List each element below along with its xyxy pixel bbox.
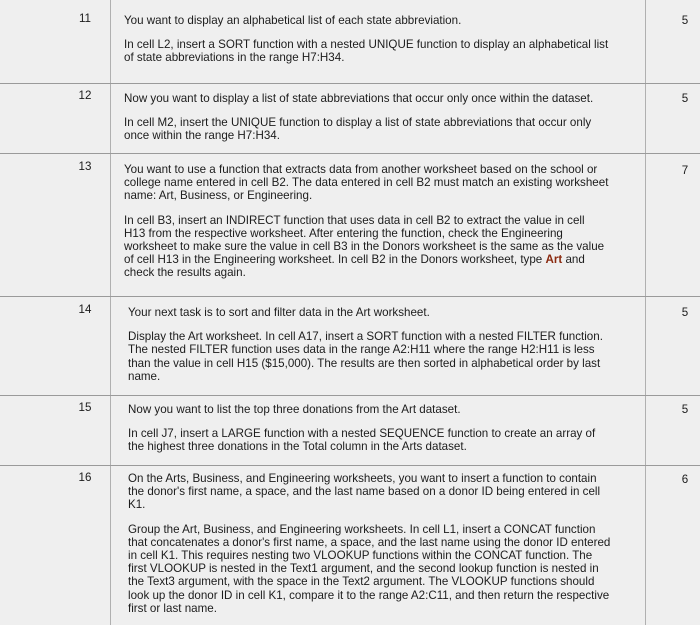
step-intro: Your next task is to sort and filter data in the Art worksheet. — [128, 306, 430, 319]
typed-value: Art — [545, 253, 563, 267]
table-row — [0, 154, 700, 297]
table-row — [0, 0, 700, 84]
step-instruction: Group the Art, Business, and Engineering worksheets. In cell L1, insert a CONCAT function that concatenates a donor's first name, a space, and the last name using the donor ID entered in cell K1. This requires nesting two VLOOKUP functions within the CONCAT function. The first VLOOKUP is nested in the Text1 argument, and the second lookup function is nested in the Text3 argument, with the space in the Text2 argument. The VLOOKUP functions should look up the donor ID in cell K1, compare it to the range A2:C11, and then return the respective first or last name. — [128, 522, 611, 615]
step-description — [124, 163, 644, 280]
step-number: 11 — [78, 12, 92, 25]
table-row — [0, 84, 700, 154]
table-row — [0, 396, 700, 466]
step-instruction: In cell J7, insert a LARGE function with a nested SEQUENCE function to create an array of the highest three donations in the Total column in the Arts dataset. — [128, 427, 596, 454]
step-intro: On the Arts, Business, and Engineering worksheets, you want to insert a function to contain the donor's first name, a space, and the last name based on a donor ID being entered in cell K1. — [128, 472, 601, 512]
step-instruction-text: In cell B3, insert an INDIRECT function that uses data in cell B2 to extract the value in cell H13 from the respective worksheet. After entering the function, check the Engineering worksheet to make sure the value in cell B3 in the Donors worksheet is the same as the value of cell H13 in the Engineering worksheet. In cell B2 in the Donors worksheet, type — [124, 213, 605, 267]
step-instruction: Display the Art worksheet. In cell A17, insert a SORT function with a nested FILTER function. The nested FILTER function uses data in the range A2:H11 where the range H2:H11 is less than the value in cell H15 ($15,000). The results are then sorted in alphabetical order by last name. — [128, 330, 603, 383]
step-description — [124, 14, 644, 65]
step-points: 5 — [681, 306, 689, 319]
step-intro: You want to display an alphabetical list of each state abbreviation. — [124, 14, 462, 27]
step-instruction — [124, 214, 644, 280]
step-points: 7 — [681, 164, 689, 177]
step-description — [124, 92, 644, 143]
step-number: 12 — [78, 89, 92, 102]
step-instruction-text: and check the results again. — [124, 253, 585, 280]
step-points: 5 — [681, 14, 689, 27]
step-points: 5 — [681, 403, 689, 416]
step-number: 14 — [78, 303, 92, 316]
step-number: 13 — [78, 160, 92, 173]
table-row — [0, 297, 700, 396]
step-instruction: In cell L2, insert a SORT function with a nested UNIQUE function to display an alphabetical list of state abbreviations in the range H7:H34. — [124, 38, 609, 65]
step-intro: Now you want to list the top three donations from the Art dataset. — [128, 403, 461, 416]
step-description — [128, 403, 648, 454]
step-instruction: In cell M2, insert the UNIQUE function to display a list of state abbreviations that occur only once within the range H7:H34. — [124, 116, 592, 143]
step-intro: Now you want to display a list of state abbreviations that occur only once within the dataset. — [124, 92, 594, 105]
step-points: 5 — [681, 92, 689, 105]
step-description — [128, 306, 648, 383]
table-row — [0, 466, 700, 625]
step-description — [128, 472, 648, 615]
step-number: 16 — [78, 471, 92, 484]
step-intro: You want to use a function that extracts data from another worksheet based on the school or college name entered in cell B2. The data entered in cell B2 must match an existing worksheet name: Art, Business, or Engineering. — [124, 163, 609, 203]
step-points: 6 — [681, 473, 689, 486]
step-number: 15 — [78, 401, 92, 414]
